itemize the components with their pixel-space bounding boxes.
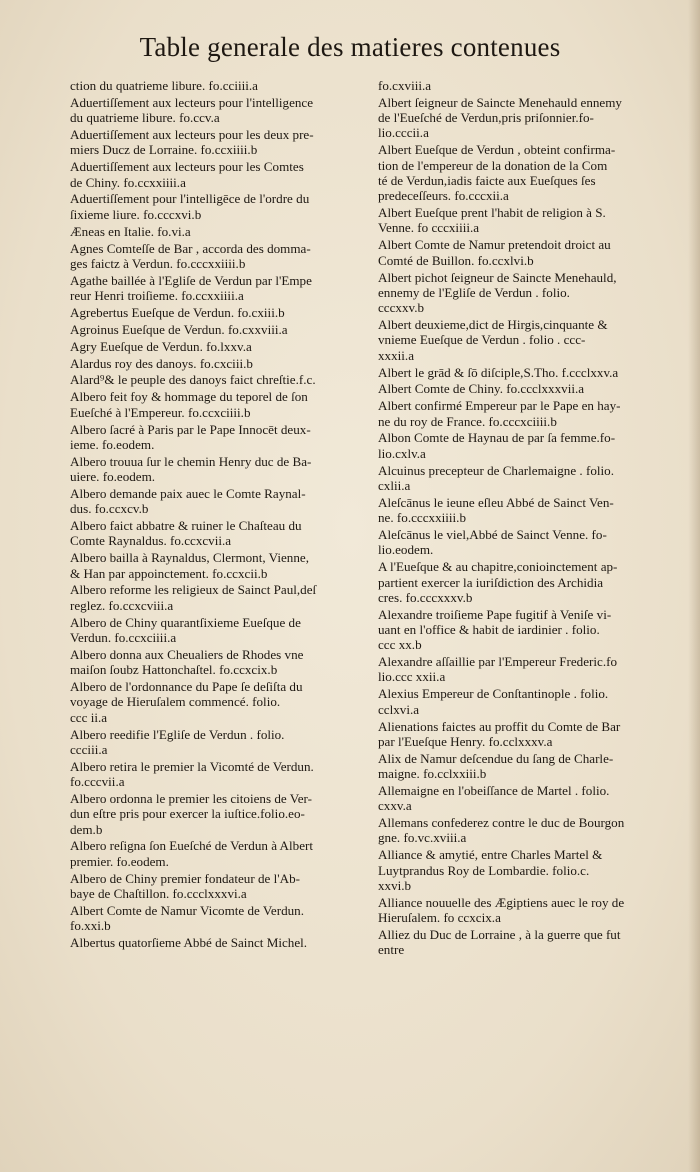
index-entry: [70, 372, 370, 387]
index-entry-line: Albero retira le premier la Vicomté de Verdun.: [70, 758, 314, 774]
index-entry-line: Albert Comte de Namur pretendoit droict au: [378, 237, 611, 253]
index-entry: [70, 95, 370, 126]
index-entry-line: lio.eodem.: [378, 542, 434, 558]
index-entry-line: lio.cxlv.a: [378, 445, 426, 461]
index-entry: [378, 527, 676, 558]
index-entry-line: partient exercer la iuriſdiction des Archidia: [378, 574, 604, 590]
index-entry: [70, 935, 370, 950]
index-entry-line: lio.ccc xxii.a: [378, 669, 446, 685]
index-entry: [70, 191, 370, 222]
index-entry: [70, 903, 370, 934]
index-entry-line: dus. fo.ccxcv.b: [70, 501, 149, 517]
index-entry-line: Comte Raynaldus. fo.ccxcvii.a: [70, 533, 232, 549]
index-entry-line: Albero donna aux Cheualiers de Rhodes vne: [70, 646, 304, 662]
index-entry: [378, 927, 676, 958]
index-entry: [378, 205, 676, 236]
index-entry-line: Alienations faictes au proffit du Comte de Bar: [378, 718, 621, 734]
index-entry-line: Agry Eueſque de Verdun. fo.lxxv.a: [70, 338, 252, 354]
index-entry-line: fo.cxviii.a: [378, 78, 432, 93]
index-entry-line: maiſon ſoubz Hattonchaſtel. fo.ccxcix.b: [70, 662, 278, 678]
index-entry-line: Albert Comte de Namur Vicomte de Verdun.: [70, 902, 304, 918]
index-entry-line: ennemy de l'Egliſe de Verdun . folio.: [378, 284, 570, 300]
index-entry: [70, 127, 370, 158]
index-entry: [70, 159, 370, 190]
index-entry: [378, 317, 676, 363]
index-entry-line: entre: [378, 942, 405, 958]
index-entry-line: ccc ii.a: [70, 709, 108, 725]
right-column: [378, 78, 676, 959]
index-entry-line: Agathe baillée à l'Egliſe de Verdun par l'Empe: [70, 272, 312, 288]
index-entry: [70, 305, 370, 320]
index-entry: [70, 422, 370, 453]
index-entry-line: predeceſſeurs. fo.cccxii.a: [378, 188, 509, 204]
index-entry: [70, 454, 370, 485]
index-entry-line: Agroinus Eueſque de Verdun. fo.cxxviii.a: [70, 321, 288, 337]
index-entry-line: ction du quatrieme libure. fo.cciiii.a: [70, 78, 258, 93]
index-entry-line: ccc xx.b: [378, 637, 422, 653]
index-entry: [70, 582, 370, 613]
index-entry: [70, 224, 370, 239]
index-entry-line: cxxv.a: [378, 798, 412, 814]
index-entry-line: dun eſtre pris pour exercer la iuſtice.folio.eo-: [70, 806, 305, 822]
index-entry-line: té de Verdun,iadis faicte aux Eueſques ſes: [378, 172, 596, 188]
index-entry: [378, 559, 676, 605]
index-entry-line: Albert Eueſque de Verdun , obteint confirma-: [378, 142, 616, 158]
index-entry-line: Albero reedifie l'Egliſe de Verdun . folio.: [70, 726, 285, 742]
index-entry: [378, 847, 676, 893]
index-entry: [378, 78, 676, 93]
index-entry-line: Albert Eueſque prent l'habit de religion à S.: [378, 205, 606, 221]
index-entry-line: cclxvi.a: [378, 701, 420, 717]
index-entry-line: Alliez du Duc de Lorraine , à la guerre que fut: [378, 926, 621, 942]
index-entry-line: Æneas en Italie. fo.vi.a: [70, 223, 191, 239]
index-entry-line: gne. fo.vc.xviii.a: [378, 830, 467, 846]
index-entry-line: xxvi.b: [378, 877, 412, 893]
index-entry-line: Albero trouua ſur le chemin Henry duc de Ba-: [70, 453, 312, 469]
index-entry-line: ieme. fo.eodem.: [70, 436, 155, 452]
index-entry-line: ccciii.a: [70, 741, 108, 757]
index-entry-line: dem.b: [70, 821, 103, 837]
index-entry-line: ne. fo.cccxxiiii.b: [378, 510, 466, 526]
index-entry: [70, 389, 370, 420]
index-entry-line: Agrebertus Eueſque de Verdun. fo.cxiii.b: [70, 304, 285, 320]
index-entry-line: Aduertiſſement aux lecteurs pour les deux pre-: [70, 127, 314, 143]
index-entry-line: Albert deuxieme,dict de Hirgis,cinquante &: [378, 317, 608, 333]
index-entry-line: vnieme Eueſque de Verdun . folio . ccc-: [378, 332, 586, 348]
index-entry: [378, 751, 676, 782]
left-column: [70, 78, 370, 952]
index-entry: [70, 615, 370, 646]
index-entry: [70, 759, 370, 790]
index-entry-line: Albero de l'ordonnance du Pape ſe deſiſta du: [70, 679, 303, 695]
index-entry-line: Allemans confederez contre le duc de Bourgon: [378, 815, 625, 831]
index-entry: [70, 339, 370, 354]
index-entry-line: Albert pichot ſeigneur de Saincte Menehauld,: [378, 269, 617, 285]
index-entry: [378, 381, 676, 396]
index-entry-line: Albon Comte de Haynau de par ſa femme.fo-: [378, 430, 616, 446]
index-entry-line: fo.xxi.b: [70, 918, 111, 934]
index-entry-line: Luytprandus Roy de Lombardie. folio.c.: [378, 862, 590, 878]
index-entry-line: de l'Eueſché de Verdun,pris priſonnier.fo-: [378, 110, 594, 126]
index-entry-line: de Chiny. fo.ccxxiiii.a: [70, 174, 186, 190]
index-entry-line: A l'Eueſque & au chapitre,conioinctement ap-: [378, 559, 618, 575]
index-entry-line: baye de Chaſtillon. fo.ccclxxxvi.a: [70, 885, 247, 901]
index-entry-line: & Han par appoinctement. fo.ccxcii.b: [70, 565, 268, 581]
index-entry-line: Verdun. fo.ccxciiii.a: [70, 629, 177, 645]
page-title: Table generale des matieres contenues: [139, 32, 561, 62]
index-entry-line: Aleſcānus le ieune eſleu Abbé de Sainct Ven-: [378, 494, 614, 510]
index-entry-line: uiere. fo.eodem.: [70, 469, 156, 485]
index-entry: [378, 495, 676, 526]
index-entry-line: maigne. fo.cclxxiii.b: [378, 766, 487, 782]
index-entry-line: Aduertiſſement aux lecteurs pour l'intelligence: [70, 94, 314, 110]
index-entry-line: Alcuinus precepteur de Charlemaigne . folio.: [378, 462, 614, 478]
index-entry: [70, 273, 370, 304]
index-entry: [70, 871, 370, 902]
index-entry-line: Albero reforme les religieux de Sainct Paul,deſ: [70, 582, 317, 598]
index-entry: [378, 365, 676, 380]
index-entry: [378, 895, 676, 926]
index-entry-line: du quatrieme libure. fo.ccv.a: [70, 110, 220, 126]
page-edge-shadow: [688, 0, 700, 1172]
index-entry: [70, 791, 370, 837]
index-entry-line: Alexandre troiſieme Pape fugitif à Veniſe vi-: [378, 606, 612, 622]
index-entry-line: tion de l'empereur de la donation de la Com: [378, 157, 608, 173]
index-entry-line: Hieruſalem. fo ccxcix.a: [378, 910, 501, 926]
index-entry-line: ges faictz à Verdun. fo.cccxxiiii.b: [70, 255, 246, 271]
index-entry-line: Aduertiſſement aux lecteurs pour les Comtes: [70, 159, 304, 175]
index-entry-line: Alexandre aſſaillie par l'Empereur Frederic.fo: [378, 654, 618, 670]
index-entry-line: fo.cccvii.a: [70, 774, 125, 790]
index-entry-line: Alardus roy des danoys. fo.cxciii.b: [70, 355, 253, 371]
index-entry: [70, 838, 370, 869]
index-entry-line: Albero de Chiny premier fondateur de l'Ab-: [70, 870, 300, 886]
index-entry: [378, 270, 676, 316]
index-entry-line: Albero ordonna le premier les citoiens de Ver-: [70, 790, 313, 806]
index-entry-line: Albert le grād & ſō diſciple,S.Tho. f.ccclxxv.a: [378, 364, 619, 380]
index-entry-line: reglez. fo.ccxcviii.a: [70, 597, 174, 613]
index-entry-line: par l'Eueſque Henry. fo.cclxxxv.a: [378, 733, 553, 749]
index-entry: [70, 550, 370, 581]
index-entry-line: uant en l'office & habit de iardinier . folio.: [378, 622, 600, 637]
index-entry: [378, 237, 676, 268]
index-entry-line: cxlii.a: [378, 477, 411, 493]
index-entry: [378, 654, 676, 685]
index-entry: [70, 518, 370, 549]
index-entry-line: Albero faict abbatre & ruiner le Chaſteau du: [70, 518, 302, 534]
index-entry-line: cccxxv.b: [378, 300, 425, 316]
index-entry: [70, 78, 370, 93]
index-entry-line: voyage de Hieruſalem commencé. folio.: [70, 694, 281, 710]
index-entry-line: xxxii.a: [378, 347, 415, 363]
index-entry-line: Albert ſeigneur de Saincte Menehauld ennemy: [378, 94, 622, 110]
index-entry-line: Albert Comte de Chiny. fo.ccclxxxvii.a: [378, 381, 585, 397]
index-entry: [70, 356, 370, 371]
index-entry-line: Albero bailla à Raynaldus, Clermont, Vienne,: [70, 550, 309, 566]
index-entry: [378, 815, 676, 846]
index-entry-line: Agnes Comteſſe de Bar , accorda des domma-: [70, 240, 311, 256]
index-entry-line: ſixieme liure. fo.cccxvi.b: [70, 206, 202, 222]
index-entry-line: Albert confirmé Empereur par le Pape en hay-: [378, 398, 621, 414]
index-entry-line: Venne. fo cccxiiii.a: [378, 220, 480, 236]
index-entry-line: Albero demande paix auec le Comte Raynal-: [70, 485, 306, 501]
index-entry: [70, 727, 370, 758]
index-entry-line: Albertus quatorſieme Abbé de Sainct Michel.: [70, 934, 308, 950]
index-entry-line: Alliance nouuelle des Ægiptiens auec le roy de: [378, 894, 625, 910]
index-entry: [70, 647, 370, 678]
index-entry: [378, 95, 676, 141]
index-entry-line: Eueſché à l'Empereur. fo.ccxciiii.b: [70, 404, 251, 420]
index-entry-line: Aduertiſſement pour l'intelligēce de l'ordre du: [70, 191, 310, 207]
index-entry-line: Alliance & amytié, entre Charles Martel &: [378, 847, 603, 863]
index-entry-line: miers Ducz de Lorraine. fo.ccxiiii.b: [70, 142, 258, 158]
index-entry: [378, 142, 676, 203]
index-entry: [378, 430, 676, 461]
index-entry: [378, 463, 676, 494]
index-entry: [70, 486, 370, 517]
index-entry-line: reur Henri troiſieme. fo.ccxxiiii.a: [70, 288, 244, 304]
index-entry-line: ne du roy de France. fo.cccxciiii.b: [378, 413, 557, 429]
index-entry: [70, 241, 370, 272]
index-entry-line: Alexius Empereur de Conſtantinople . folio.: [378, 686, 609, 702]
index-entry-line: Albero ſacré à Paris par le Pape Innocēt deux-: [70, 421, 311, 437]
index-entry-line: premier. fo.eodem.: [70, 853, 169, 869]
index-entry-line: Comté de Buillon. fo.ccxlvi.b: [378, 252, 534, 268]
index-entry: [378, 783, 676, 814]
index-entry: [378, 398, 676, 429]
index-entry-line: lio.cccii.a: [378, 125, 429, 141]
index-entry: [378, 607, 676, 653]
index-entry-line: Albero reſigna ſon Eueſché de Verdun à Albert: [70, 838, 314, 854]
index-entry-line: cres. fo.cccxxxv.b: [378, 589, 473, 605]
index-entry-line: Albero feit foy & hommage du teporel de ſon: [70, 389, 308, 405]
index-entry: [70, 679, 370, 725]
index-entry-line: Albero de Chiny quarantſixieme Eueſque de: [70, 614, 301, 630]
index-entry-line: Alard⁹& le peuple des danoys faict chreſtie.f.c.: [70, 372, 316, 388]
index-entry: [378, 719, 676, 750]
index-entry-line: Aleſcānus le viel,Abbé de Sainct Venne. fo-: [378, 527, 607, 543]
index-entry: [378, 686, 676, 717]
index-entry-line: Allemaigne en l'obeiſſance de Martel . folio.: [378, 782, 610, 798]
index-entry: [70, 322, 370, 337]
index-entry-line: Alix de Namur deſcendue du ſang de Charle-: [378, 750, 614, 766]
